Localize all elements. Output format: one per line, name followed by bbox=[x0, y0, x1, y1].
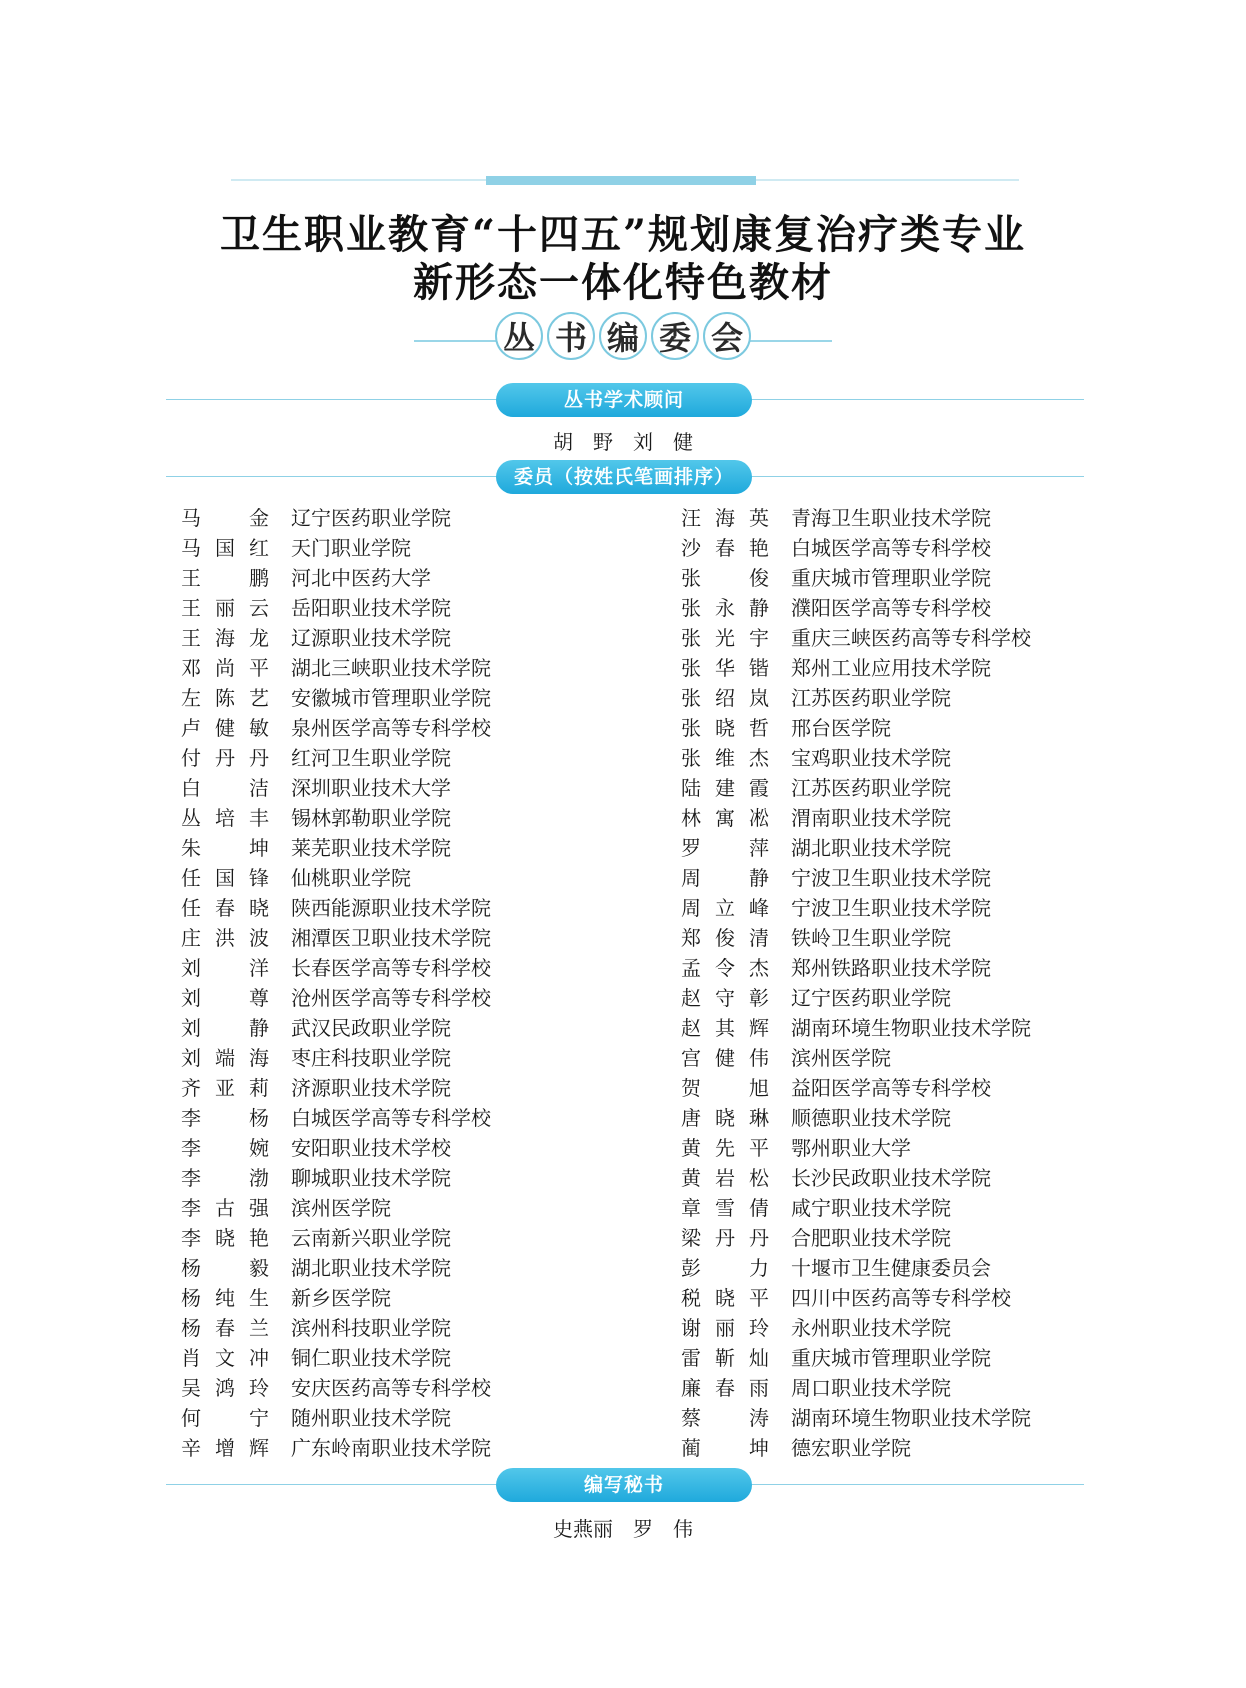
member-institution: 枣庄科技职业学院 bbox=[291, 1046, 451, 1070]
member-institution: 锡林郭勒职业学院 bbox=[291, 806, 451, 830]
member-name: 齐亚莉 bbox=[181, 1076, 269, 1100]
member-name: 周静 bbox=[681, 866, 769, 890]
member-name: 张绍岚 bbox=[681, 686, 769, 710]
secretary-section-label: 编写秘书 bbox=[496, 1468, 752, 1502]
member-row bbox=[181, 1163, 601, 1193]
member-name: 宫健伟 bbox=[681, 1046, 769, 1070]
member-name: 谢丽玲 bbox=[681, 1316, 769, 1340]
series-title-line-2: 新形态一体化特色教材 bbox=[413, 259, 833, 306]
advisor-names: 胡 野 刘 健 bbox=[553, 430, 693, 454]
member-institution: 岳阳职业技术学院 bbox=[291, 596, 451, 620]
member-name: 罗萍 bbox=[681, 836, 769, 860]
member-name: 刘尊 bbox=[181, 986, 269, 1010]
member-row bbox=[181, 623, 601, 653]
member-institution: 咸宁职业技术学院 bbox=[791, 1196, 951, 1220]
member-name: 朱坤 bbox=[181, 836, 269, 860]
member-row bbox=[181, 773, 601, 803]
member-institution: 合肥职业技术学院 bbox=[791, 1226, 951, 1250]
member-row bbox=[181, 983, 601, 1013]
member-institution: 滨州医学院 bbox=[791, 1046, 891, 1070]
member-name: 卢健敏 bbox=[181, 716, 269, 740]
member-name: 刘洋 bbox=[181, 956, 269, 980]
member-institution: 永州职业技术学院 bbox=[791, 1316, 951, 1340]
member-row bbox=[181, 1073, 601, 1103]
member-institution: 重庆城市管理职业学院 bbox=[791, 566, 991, 590]
member-row bbox=[681, 983, 1101, 1013]
member-institution: 安徽城市管理职业学院 bbox=[291, 686, 491, 710]
member-row bbox=[681, 1403, 1101, 1433]
committee-char: 委 bbox=[651, 312, 699, 360]
member-row bbox=[681, 1343, 1101, 1373]
member-name: 赵守彰 bbox=[681, 986, 769, 1010]
member-institution: 铁岭卫生职业学院 bbox=[791, 926, 951, 950]
member-name: 周立峰 bbox=[681, 896, 769, 920]
member-name: 梁丹丹 bbox=[681, 1226, 769, 1250]
member-institution: 湘潭医卫职业技术学院 bbox=[291, 926, 491, 950]
member-name: 何宁 bbox=[181, 1406, 269, 1430]
member-institution: 武汉民政职业学院 bbox=[291, 1016, 451, 1040]
member-row bbox=[681, 1073, 1101, 1103]
member-row bbox=[681, 653, 1101, 683]
member-row bbox=[181, 1043, 601, 1073]
members-column-left bbox=[181, 503, 601, 1463]
member-institution: 河北中医药大学 bbox=[291, 566, 431, 590]
member-row bbox=[181, 893, 601, 923]
member-institution: 滨州科技职业学院 bbox=[291, 1316, 451, 1340]
member-name: 杨毅 bbox=[181, 1256, 269, 1280]
member-row bbox=[181, 743, 601, 773]
member-row bbox=[181, 1193, 601, 1223]
member-name: 章雪倩 bbox=[681, 1196, 769, 1220]
member-institution: 济源职业技术学院 bbox=[291, 1076, 451, 1100]
member-row bbox=[681, 1163, 1101, 1193]
member-institution: 长春医学高等专科学校 bbox=[291, 956, 491, 980]
member-name: 杨纯生 bbox=[181, 1286, 269, 1310]
member-institution: 长沙民政职业技术学院 bbox=[791, 1166, 991, 1190]
member-row bbox=[181, 1253, 601, 1283]
member-name: 税晓平 bbox=[681, 1286, 769, 1310]
member-row bbox=[681, 1433, 1101, 1463]
member-row bbox=[681, 683, 1101, 713]
member-name: 李婉 bbox=[181, 1136, 269, 1160]
member-name: 郑俊清 bbox=[681, 926, 769, 950]
member-name: 张光宇 bbox=[681, 626, 769, 650]
member-institution: 益阳医学高等专科学校 bbox=[791, 1076, 991, 1100]
member-row bbox=[181, 713, 601, 743]
member-row bbox=[681, 623, 1101, 653]
member-institution: 云南新兴职业学院 bbox=[291, 1226, 451, 1250]
secretary-names: 史燕丽 罗 伟 bbox=[553, 1517, 693, 1541]
member-institution: 新乡医学院 bbox=[291, 1286, 391, 1310]
member-row bbox=[681, 803, 1101, 833]
member-institution: 辽源职业技术学院 bbox=[291, 626, 451, 650]
member-name: 辛增辉 bbox=[181, 1436, 269, 1460]
member-institution: 广东岭南职业技术学院 bbox=[291, 1436, 491, 1460]
member-institution: 青海卫生职业技术学院 bbox=[791, 506, 991, 530]
member-row bbox=[181, 1373, 601, 1403]
member-row bbox=[681, 1043, 1101, 1073]
member-name: 黄岩松 bbox=[681, 1166, 769, 1190]
member-row bbox=[681, 563, 1101, 593]
member-institution: 仙桃职业学院 bbox=[291, 866, 411, 890]
member-name: 李杨 bbox=[181, 1106, 269, 1130]
member-row bbox=[181, 803, 601, 833]
member-name: 孟令杰 bbox=[681, 956, 769, 980]
member-row bbox=[681, 1193, 1101, 1223]
member-name: 马国红 bbox=[181, 536, 269, 560]
member-row bbox=[181, 1403, 601, 1433]
series-title-line-1: 卫生职业教育“十四五”规划康复治疗类专业 bbox=[219, 211, 1026, 258]
member-name: 任春晓 bbox=[181, 896, 269, 920]
member-row bbox=[181, 683, 601, 713]
committee-char: 书 bbox=[547, 312, 595, 360]
member-institution: 湖南环境生物职业技术学院 bbox=[791, 1016, 1031, 1040]
member-institution: 安庆医药高等专科学校 bbox=[291, 1376, 491, 1400]
member-name: 赵其辉 bbox=[681, 1016, 769, 1040]
member-name: 李古强 bbox=[181, 1196, 269, 1220]
member-name: 丛培丰 bbox=[181, 806, 269, 830]
member-institution: 四川中医药高等专科学校 bbox=[791, 1286, 1011, 1310]
member-institution: 十堰市卫生健康委员会 bbox=[791, 1256, 991, 1280]
member-institution: 湖北职业技术学院 bbox=[291, 1256, 451, 1280]
member-institution: 莱芜职业技术学院 bbox=[291, 836, 451, 860]
member-name: 张永静 bbox=[681, 596, 769, 620]
member-name: 肖文冲 bbox=[181, 1346, 269, 1370]
member-row bbox=[681, 1283, 1101, 1313]
member-institution: 白城医学高等专科学校 bbox=[291, 1106, 491, 1130]
member-name: 唐晓琳 bbox=[681, 1106, 769, 1130]
member-institution: 鄂州职业大学 bbox=[791, 1136, 911, 1160]
member-institution: 周口职业技术学院 bbox=[791, 1376, 951, 1400]
member-institution: 德宏职业学院 bbox=[791, 1436, 911, 1460]
member-row bbox=[681, 1253, 1101, 1283]
top-decor-bar bbox=[486, 176, 756, 185]
member-row bbox=[181, 833, 601, 863]
member-institution: 江苏医药职业学院 bbox=[791, 686, 951, 710]
member-name: 左陈艺 bbox=[181, 686, 269, 710]
member-name: 雷靳灿 bbox=[681, 1346, 769, 1370]
member-row bbox=[681, 713, 1101, 743]
member-name: 陆建霞 bbox=[681, 776, 769, 800]
member-name: 汪海英 bbox=[681, 506, 769, 530]
member-institution: 郑州工业应用技术学院 bbox=[791, 656, 991, 680]
member-row bbox=[181, 1283, 601, 1313]
member-institution: 邢台医学院 bbox=[791, 716, 891, 740]
member-row bbox=[681, 1103, 1101, 1133]
member-institution: 泉州医学高等专科学校 bbox=[291, 716, 491, 740]
member-institution: 深圳职业技术大学 bbox=[291, 776, 451, 800]
member-row bbox=[681, 893, 1101, 923]
member-name: 吴鸿玲 bbox=[181, 1376, 269, 1400]
member-institution: 白城医学高等专科学校 bbox=[791, 536, 991, 560]
member-institution: 沧州医学高等专科学校 bbox=[291, 986, 491, 1010]
member-institution: 陕西能源职业技术学院 bbox=[291, 896, 491, 920]
member-institution: 辽宁医药职业学院 bbox=[291, 506, 451, 530]
member-institution: 宁波卫生职业技术学院 bbox=[791, 866, 991, 890]
member-row bbox=[181, 1313, 601, 1343]
member-name: 黄先平 bbox=[681, 1136, 769, 1160]
member-name: 彭力 bbox=[681, 1256, 769, 1280]
member-institution: 天门职业学院 bbox=[291, 536, 411, 560]
committee-char: 会 bbox=[703, 312, 751, 360]
member-row bbox=[181, 863, 601, 893]
member-row bbox=[681, 593, 1101, 623]
member-row bbox=[681, 533, 1101, 563]
member-name: 王鹏 bbox=[181, 566, 269, 590]
member-institution: 宝鸡职业技术学院 bbox=[791, 746, 951, 770]
member-row bbox=[681, 1373, 1101, 1403]
committee-char: 编 bbox=[599, 312, 647, 360]
member-name: 杨春兰 bbox=[181, 1316, 269, 1340]
member-name: 蔡涛 bbox=[681, 1406, 769, 1430]
member-institution: 濮阳医学高等专科学校 bbox=[791, 596, 991, 620]
member-name: 张俊 bbox=[681, 566, 769, 590]
member-name: 庄洪波 bbox=[181, 926, 269, 950]
member-row bbox=[181, 653, 601, 683]
member-row bbox=[681, 923, 1101, 953]
member-institution: 湖南环境生物职业技术学院 bbox=[791, 1406, 1031, 1430]
committee-heading bbox=[0, 312, 1246, 360]
member-name: 张晓哲 bbox=[681, 716, 769, 740]
member-row bbox=[181, 593, 601, 623]
member-institution: 铜仁职业技术学院 bbox=[291, 1346, 451, 1370]
member-name: 李渤 bbox=[181, 1166, 269, 1190]
member-name: 邓尚平 bbox=[181, 656, 269, 680]
members-section-label: 委员（按姓氏笔画排序） bbox=[496, 460, 752, 494]
member-row bbox=[181, 1133, 601, 1163]
member-institution: 宁波卫生职业技术学院 bbox=[791, 896, 991, 920]
member-institution: 随州职业技术学院 bbox=[291, 1406, 451, 1430]
member-row bbox=[681, 953, 1101, 983]
member-row bbox=[181, 1103, 601, 1133]
committee-char: 丛 bbox=[495, 312, 543, 360]
member-institution: 江苏医药职业学院 bbox=[791, 776, 951, 800]
member-row bbox=[681, 503, 1101, 533]
member-institution: 安阳职业技术学校 bbox=[291, 1136, 451, 1160]
member-name: 张华锴 bbox=[681, 656, 769, 680]
member-row bbox=[181, 923, 601, 953]
member-row bbox=[181, 563, 601, 593]
member-institution: 郑州铁路职业技术学院 bbox=[791, 956, 991, 980]
member-name: 马金 bbox=[181, 506, 269, 530]
member-institution: 重庆三峡医药高等专科学校 bbox=[791, 626, 1031, 650]
member-row bbox=[681, 1223, 1101, 1253]
member-name: 王海龙 bbox=[181, 626, 269, 650]
member-name: 李晓艳 bbox=[181, 1226, 269, 1250]
advisor-section-label: 丛书学术顾问 bbox=[496, 383, 752, 417]
member-row bbox=[181, 1343, 601, 1373]
member-institution: 重庆城市管理职业学院 bbox=[791, 1346, 991, 1370]
member-row bbox=[181, 533, 601, 563]
member-name: 刘端海 bbox=[181, 1046, 269, 1070]
member-row bbox=[681, 1133, 1101, 1163]
member-name: 付丹丹 bbox=[181, 746, 269, 770]
member-row bbox=[681, 773, 1101, 803]
member-name: 王丽云 bbox=[181, 596, 269, 620]
member-institution: 湖北职业技术学院 bbox=[791, 836, 951, 860]
member-row bbox=[681, 1013, 1101, 1043]
member-row bbox=[681, 863, 1101, 893]
member-row bbox=[681, 833, 1101, 863]
member-name: 任国锋 bbox=[181, 866, 269, 890]
member-name: 沙春艳 bbox=[681, 536, 769, 560]
members-column-right bbox=[681, 503, 1101, 1463]
member-name: 刘静 bbox=[181, 1016, 269, 1040]
member-name: 廉春雨 bbox=[681, 1376, 769, 1400]
member-name: 白洁 bbox=[181, 776, 269, 800]
member-institution: 辽宁医药职业学院 bbox=[791, 986, 951, 1010]
member-row bbox=[681, 1313, 1101, 1343]
member-name: 贺旭 bbox=[681, 1076, 769, 1100]
member-institution: 滨州医学院 bbox=[291, 1196, 391, 1220]
member-row bbox=[181, 1223, 601, 1253]
member-institution: 顺德职业技术学院 bbox=[791, 1106, 951, 1130]
member-name: 林寓凇 bbox=[681, 806, 769, 830]
member-row bbox=[181, 953, 601, 983]
member-name: 蔺坤 bbox=[681, 1436, 769, 1460]
member-institution: 渭南职业技术学院 bbox=[791, 806, 951, 830]
member-row bbox=[681, 743, 1101, 773]
member-institution: 湖北三峡职业技术学院 bbox=[291, 656, 491, 680]
member-institution: 红河卫生职业学院 bbox=[291, 746, 451, 770]
member-institution: 聊城职业技术学院 bbox=[291, 1166, 451, 1190]
member-row bbox=[181, 1013, 601, 1043]
member-name: 张维杰 bbox=[681, 746, 769, 770]
member-row bbox=[181, 1433, 601, 1463]
member-row bbox=[181, 503, 601, 533]
